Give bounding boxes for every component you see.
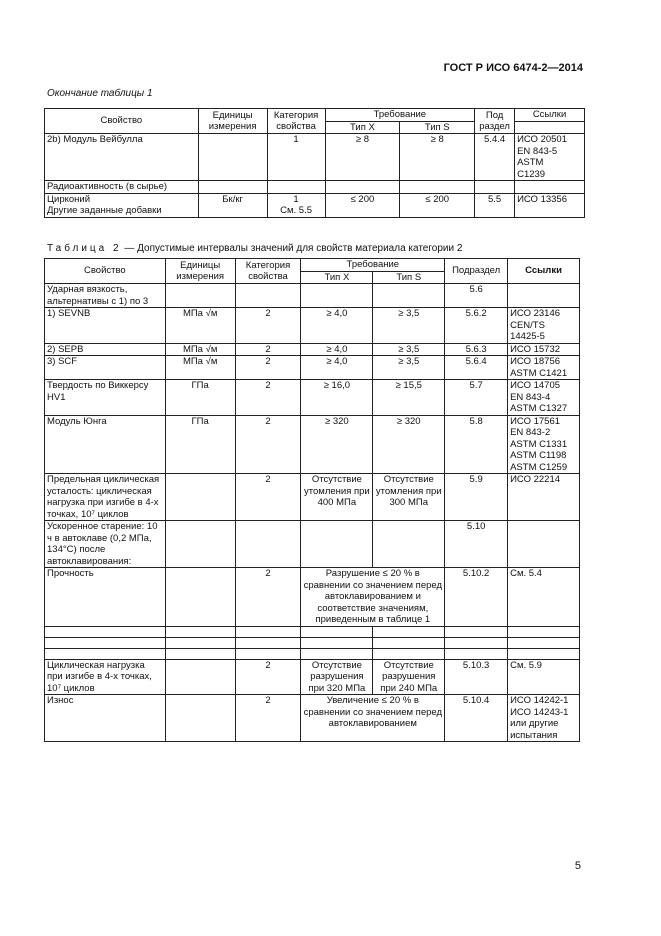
t2-header-type-s: Тип S bbox=[373, 271, 445, 284]
table-row bbox=[45, 181, 585, 194]
t2-cell-blank bbox=[508, 637, 580, 648]
table-row bbox=[45, 380, 580, 416]
table2-caption-label: Таблица 2 bbox=[47, 243, 122, 254]
t2-cell-property: Ускоренное старение: 10 ч в автоклаве (0,2 МПа, 134°C) после автоклавирования: bbox=[45, 521, 166, 568]
t2-cell-units bbox=[165, 284, 235, 308]
t2-cell-subsection: 5.10.2 bbox=[445, 568, 508, 627]
t2-cell-refs: См. 5.4 bbox=[508, 568, 580, 627]
t2-cell-subsection: 5.6.3 bbox=[445, 343, 508, 356]
t2-cell-category: 2 bbox=[235, 343, 301, 356]
table-1 bbox=[44, 108, 585, 218]
t2-cell-blank bbox=[301, 626, 373, 637]
t2-cell-refs: ИСО 15732 bbox=[508, 343, 580, 356]
t2-cell-requirement: Разрушение ≤ 20 % в сравнении со значением перед автоклавированием и соответствие значениям, приведенным в таблице 1 bbox=[301, 568, 445, 627]
t2-cell-subsection: 5.8 bbox=[445, 415, 508, 474]
t1-cell-category: 1 См. 5.5 bbox=[267, 193, 325, 217]
t2-cell-type-x: ≥ 16,0 bbox=[301, 380, 373, 416]
t2-cell-blank bbox=[508, 626, 580, 637]
t2-cell-refs: ИСО 18756 ASTM C1421 bbox=[508, 356, 580, 380]
t2-cell-type-x bbox=[301, 284, 373, 308]
t2-header-refs: Ссылки bbox=[508, 259, 580, 284]
blank-row bbox=[45, 637, 580, 648]
t2-cell-category bbox=[235, 284, 301, 308]
t2-cell-units bbox=[165, 695, 235, 742]
table-row bbox=[45, 415, 580, 474]
t2-cell-subsection: 5.7 bbox=[445, 380, 508, 416]
t1-cell-type-s: ≤ 200 bbox=[400, 193, 475, 217]
t2-cell-type-s: ≥ 320 bbox=[373, 415, 445, 474]
t2-cell-units: МПа √м bbox=[165, 308, 235, 344]
t2-cell-type-x: Отсутствие разрушения при 320 МПа bbox=[301, 659, 373, 695]
t2-cell-property: Твердость по Виккерсу HV1 bbox=[45, 380, 166, 416]
t2-cell-refs: ИСО 14242-1 ИСО 14243-1 или другие испытания bbox=[508, 695, 580, 742]
t2-cell-units: МПа √м bbox=[165, 343, 235, 356]
t2-cell-subsection: 5.10.4 bbox=[445, 695, 508, 742]
t2-cell-units bbox=[165, 521, 235, 568]
t1-cell-property: 2b) Модуль Вейбулла bbox=[45, 134, 199, 181]
t2-cell-type-x: ≥ 320 bbox=[301, 415, 373, 474]
t1-header-subsection: Под раздел bbox=[475, 109, 515, 134]
page-number: 5 bbox=[574, 860, 581, 872]
t2-cell-property: Износ bbox=[45, 695, 166, 742]
t2-cell-category: 2 bbox=[235, 356, 301, 380]
t2-cell-refs: ИСО 14705 EN 843-4 ASTM C1327 bbox=[508, 380, 580, 416]
table-row bbox=[45, 308, 580, 344]
t2-cell-blank bbox=[165, 648, 235, 659]
t1-header-property: Свойство bbox=[45, 109, 199, 134]
table-2-body bbox=[45, 284, 580, 742]
t2-cell-units bbox=[165, 474, 235, 521]
t1-cell-category bbox=[267, 181, 325, 194]
t2-cell-category bbox=[235, 521, 301, 568]
table-row bbox=[45, 284, 580, 308]
table-row bbox=[45, 193, 585, 217]
t1-cell-refs bbox=[515, 181, 585, 194]
t2-cell-category: 2 bbox=[235, 308, 301, 344]
table-row bbox=[45, 568, 580, 627]
table-row bbox=[45, 695, 580, 742]
t1-cell-type-s: ≥ 8 bbox=[400, 134, 475, 181]
t2-cell-type-s: ≥ 15,5 bbox=[373, 380, 445, 416]
t2-cell-category: 2 bbox=[235, 380, 301, 416]
t1-header-type-s: Тип S bbox=[400, 121, 475, 134]
t2-cell-category: 2 bbox=[235, 695, 301, 742]
t2-cell-property: 3) SCF bbox=[45, 356, 166, 380]
t1-cell-property: Радиоактивность (в сырье) bbox=[45, 181, 199, 194]
table-2 bbox=[44, 258, 580, 742]
t1-cell-type-x: ≤ 200 bbox=[325, 193, 400, 217]
t2-cell-property: 2) SEPB bbox=[45, 343, 166, 356]
table1-caption: Окончание таблицы 1 bbox=[47, 88, 153, 99]
table-row bbox=[45, 474, 580, 521]
t2-cell-subsection: 5.9 bbox=[445, 474, 508, 521]
t2-cell-type-x: Отсутствие утомления при 400 МПа bbox=[301, 474, 373, 521]
t2-header-type-x: Тип X bbox=[301, 271, 373, 284]
t2-cell-property: Модуль Юнга bbox=[45, 415, 166, 474]
table-row bbox=[45, 134, 585, 181]
t2-cell-refs: ИСО 23146 CEN/TS 14425-5 bbox=[508, 308, 580, 344]
t2-header-category: Категория свойства bbox=[235, 259, 301, 284]
t2-cell-blank bbox=[508, 648, 580, 659]
t2-cell-units: МПа √м bbox=[165, 356, 235, 380]
t1-cell-refs: ИСО 20501 EN 843-5 ASTM C1239 bbox=[515, 134, 585, 181]
t2-cell-blank bbox=[45, 648, 166, 659]
table2-caption bbox=[47, 243, 462, 254]
t1-header-requirement: Требование bbox=[325, 109, 475, 122]
t2-cell-type-s bbox=[373, 521, 445, 568]
t2-cell-units bbox=[165, 659, 235, 695]
t1-cell-subsection bbox=[475, 181, 515, 194]
t1-cell-property: Цирконий Другие заданные добавки bbox=[45, 193, 199, 217]
t2-cell-blank bbox=[445, 626, 508, 637]
t2-cell-category: 2 bbox=[235, 568, 301, 627]
t2-cell-property: Прочность bbox=[45, 568, 166, 627]
table-1-body bbox=[45, 134, 585, 218]
t2-cell-type-x: ≥ 4,0 bbox=[301, 356, 373, 380]
t2-cell-blank bbox=[235, 637, 301, 648]
t2-cell-blank bbox=[373, 648, 445, 659]
t2-cell-refs bbox=[508, 521, 580, 568]
t1-header-units: Единицы измерения bbox=[198, 109, 267, 134]
t2-cell-refs bbox=[508, 284, 580, 308]
t2-cell-subsection: 5.6.2 bbox=[445, 308, 508, 344]
t1-cell-type-x: ≥ 8 bbox=[325, 134, 400, 181]
t1-cell-type-x bbox=[325, 181, 400, 194]
t2-header-property: Свойство bbox=[45, 259, 166, 284]
t1-cell-subsection: 5.4.4 bbox=[475, 134, 515, 181]
t2-cell-units bbox=[165, 568, 235, 627]
table-row bbox=[45, 521, 580, 568]
blank-row bbox=[45, 626, 580, 637]
t1-cell-units bbox=[198, 134, 267, 181]
t2-cell-type-x bbox=[301, 521, 373, 568]
document-header: ГОСТ Р ИСО 6474-2—2014 bbox=[443, 62, 583, 74]
t1-header-refs-blank bbox=[515, 121, 585, 134]
t2-cell-type-s bbox=[373, 284, 445, 308]
t2-cell-blank bbox=[445, 648, 508, 659]
t2-cell-property: 1) SEVNB bbox=[45, 308, 166, 344]
t2-cell-property: Циклическая нагрузка при изгибе в 4-х точках, 10⁷ циклов bbox=[45, 659, 166, 695]
t2-cell-property: Предельная циклическая усталость: циклическая нагрузка при изгибе в 4-х точках, 10⁷ циклов bbox=[45, 474, 166, 521]
t2-cell-subsection: 5.6.4 bbox=[445, 356, 508, 380]
t2-cell-subsection: 5.10 bbox=[445, 521, 508, 568]
t1-header-type-x: Тип X bbox=[325, 121, 400, 134]
t1-cell-type-s bbox=[400, 181, 475, 194]
t2-cell-units: ГПа bbox=[165, 415, 235, 474]
table2-caption-text: — Допустимые интервалы значений для свойств материала категории 2 bbox=[121, 243, 463, 254]
t2-cell-type-x: ≥ 4,0 bbox=[301, 343, 373, 356]
t1-cell-units: Бк/кг bbox=[198, 193, 267, 217]
t2-cell-blank bbox=[373, 637, 445, 648]
blank-row bbox=[45, 648, 580, 659]
t2-cell-requirement: Увеличение ≤ 20 % в сравнении со значением перед автоклавированием bbox=[301, 695, 445, 742]
t2-cell-type-s: Отсутствие разрушения при 240 МПа bbox=[373, 659, 445, 695]
t2-cell-type-s: ≥ 3,5 bbox=[373, 356, 445, 380]
t2-header-requirement: Требование bbox=[301, 259, 445, 272]
t2-cell-units: ГПа bbox=[165, 380, 235, 416]
table-row bbox=[45, 343, 580, 356]
t1-cell-subsection: 5.5 bbox=[475, 193, 515, 217]
t1-cell-units bbox=[198, 181, 267, 194]
t2-cell-blank bbox=[45, 637, 166, 648]
table-row bbox=[45, 356, 580, 380]
t2-cell-blank bbox=[165, 637, 235, 648]
t2-cell-blank bbox=[45, 626, 166, 637]
t2-cell-refs: ИСО 17561 EN 843-2 ASTM C1331 ASTM C1198 ASTM C1259 bbox=[508, 415, 580, 474]
t2-cell-subsection: 5.10.3 bbox=[445, 659, 508, 695]
t2-cell-blank bbox=[235, 648, 301, 659]
t2-cell-refs: См. 5.9 bbox=[508, 659, 580, 695]
t2-cell-blank bbox=[165, 626, 235, 637]
t2-cell-refs: ИСО 22214 bbox=[508, 474, 580, 521]
t2-cell-type-s: Отсутствие утомления при 300 МПа bbox=[373, 474, 445, 521]
t2-cell-category: 2 bbox=[235, 659, 301, 695]
t1-header-category: Категория свойства bbox=[267, 109, 325, 134]
t2-header-units: Единицы измерения bbox=[165, 259, 235, 284]
t2-cell-blank bbox=[373, 626, 445, 637]
t2-cell-blank bbox=[445, 637, 508, 648]
t2-cell-type-s: ≥ 3,5 bbox=[373, 343, 445, 356]
t2-cell-type-x: ≥ 4,0 bbox=[301, 308, 373, 344]
t1-cell-refs: ИСО 13356 bbox=[515, 193, 585, 217]
t2-header-subsection: Подраздел bbox=[445, 259, 508, 284]
t2-cell-subsection: 5.6 bbox=[445, 284, 508, 308]
t1-header-refs: Ссылки bbox=[515, 109, 585, 122]
table-row bbox=[45, 659, 580, 695]
t2-cell-blank bbox=[235, 626, 301, 637]
t1-cell-category: 1 bbox=[267, 134, 325, 181]
t2-cell-type-s: ≥ 3,5 bbox=[373, 308, 445, 344]
t2-cell-blank bbox=[301, 637, 373, 648]
t2-cell-property: Ударная вязкость, альтернативы с 1) по 3 bbox=[45, 284, 166, 308]
t2-cell-category: 2 bbox=[235, 474, 301, 521]
t2-cell-blank bbox=[301, 648, 373, 659]
t2-cell-category: 2 bbox=[235, 415, 301, 474]
